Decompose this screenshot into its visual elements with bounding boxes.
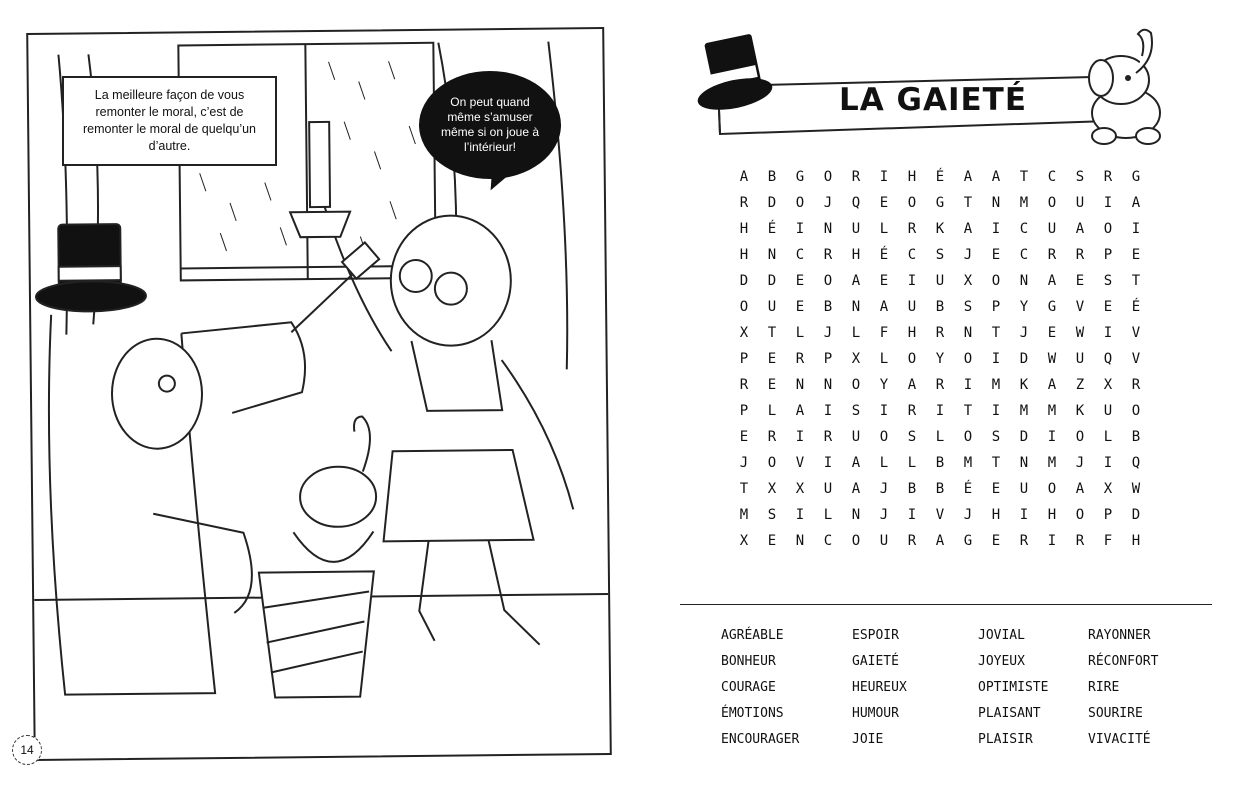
grid-letter: B	[767, 169, 777, 185]
grid-letter: X	[795, 481, 805, 497]
grid-letter: E	[991, 481, 1001, 497]
grid-letter: B	[935, 481, 945, 497]
grid-letter: B	[1131, 429, 1141, 445]
word-list-item: JOYEUX	[978, 654, 1025, 669]
grid-row	[730, 528, 1150, 554]
grid-letter: M	[1019, 195, 1029, 211]
grid-letter: J	[879, 507, 889, 523]
grid-letter: T	[739, 481, 749, 497]
grid-letter: J	[823, 195, 833, 211]
grid-letter: A	[935, 533, 945, 549]
grid-row	[730, 320, 1150, 346]
grid-letter: I	[879, 169, 889, 185]
grid-letter: A	[1075, 221, 1085, 237]
grid-letter: N	[1019, 273, 1029, 289]
grid-letter: E	[1047, 325, 1057, 341]
word-list-item: HUMOUR	[852, 706, 899, 721]
word-list-item: VIVACITÉ	[1088, 732, 1151, 747]
grid-letter: R	[907, 533, 917, 549]
grid-letter: G	[963, 533, 973, 549]
grid-letter: N	[823, 377, 833, 393]
elephant-toy-icon	[1076, 18, 1176, 148]
grid-letter: O	[879, 429, 889, 445]
grid-letter: G	[935, 195, 945, 211]
grid-letter: V	[1131, 325, 1141, 341]
grid-letter: O	[963, 429, 973, 445]
grid-letter: E	[767, 377, 777, 393]
grid-letter: S	[767, 507, 777, 523]
grid-letter: I	[991, 221, 1001, 237]
grid-letter: R	[907, 403, 917, 419]
grid-letter: P	[739, 403, 749, 419]
speech-bubble	[419, 71, 561, 179]
grid-letter: A	[795, 403, 805, 419]
grid-letter: J	[823, 325, 833, 341]
grid-letter: R	[767, 429, 777, 445]
grid-letter: R	[935, 325, 945, 341]
grid-row	[730, 398, 1150, 424]
grid-letter: L	[851, 325, 861, 341]
word-list-item: RÉCONFORT	[1088, 654, 1159, 669]
grid-letter: J	[1075, 455, 1085, 471]
grid-letter: C	[823, 533, 833, 549]
grid-letter: O	[823, 273, 833, 289]
grid-letter: U	[907, 299, 917, 315]
grid-letter: M	[739, 507, 749, 523]
grid-letter: D	[767, 273, 777, 289]
grid-letter: S	[1103, 273, 1113, 289]
grid-letter: I	[991, 351, 1001, 367]
grid-letter: I	[935, 403, 945, 419]
grid-letter: U	[823, 481, 833, 497]
grid-row	[730, 216, 1150, 242]
grid-letter: A	[1075, 481, 1085, 497]
page-number-text: 14	[20, 743, 34, 757]
grid-letter: Q	[1103, 351, 1113, 367]
word-list-item: OPTIMISTE	[978, 680, 1049, 695]
grid-letter: D	[1131, 507, 1141, 523]
word-search-grid	[730, 164, 1150, 554]
grid-letter: R	[1075, 247, 1085, 263]
grid-letter: N	[795, 533, 805, 549]
grid-letter: H	[739, 247, 749, 263]
top-hat-icon	[695, 30, 777, 120]
caption-text: La meilleure façon de vous remonter le moral, c’est de remonter le moral de quelqu’un d’autre.	[82, 88, 257, 153]
grid-row	[730, 346, 1150, 372]
grid-letter: M	[1047, 403, 1057, 419]
grid-letter: O	[907, 351, 917, 367]
grid-letter: E	[795, 299, 805, 315]
grid-letter: P	[823, 351, 833, 367]
grid-letter: I	[1019, 507, 1029, 523]
grid-letter: S	[1075, 169, 1085, 185]
grid-letter: O	[851, 377, 861, 393]
grid-letter: P	[1103, 507, 1113, 523]
grid-letter: E	[1131, 247, 1141, 263]
grid-letter: R	[1131, 377, 1141, 393]
grid-letter: L	[879, 351, 889, 367]
grid-letter: T	[767, 325, 777, 341]
grid-letter: I	[1103, 195, 1113, 211]
grid-letter: T	[1131, 273, 1141, 289]
grid-letter: I	[1131, 221, 1141, 237]
grid-letter: S	[907, 429, 917, 445]
grid-row	[730, 502, 1150, 528]
grid-letter: M	[1019, 403, 1029, 419]
grid-letter: N	[795, 377, 805, 393]
grid-row	[730, 294, 1150, 320]
grid-letter: K	[1019, 377, 1029, 393]
word-list-item: HEUREUX	[852, 680, 907, 695]
grid-letter: R	[1019, 533, 1029, 549]
grid-letter: K	[1075, 403, 1085, 419]
grid-letter: H	[991, 507, 1001, 523]
word-list-item: JOVIAL	[978, 628, 1025, 643]
grid-letter: K	[935, 221, 945, 237]
grid-letter: S	[851, 403, 861, 419]
grid-letter: L	[879, 221, 889, 237]
grid-letter: O	[823, 169, 833, 185]
grid-letter: É	[1131, 299, 1141, 315]
grid-letter: C	[1019, 247, 1029, 263]
word-list-item: PLAISIR	[978, 732, 1033, 747]
word-list-column	[721, 626, 852, 756]
word-list-item: SOURIRE	[1088, 706, 1143, 721]
grid-letter: M	[991, 377, 1001, 393]
grid-letter: T	[991, 325, 1001, 341]
grid-letter: A	[1047, 273, 1057, 289]
grid-letter: E	[879, 195, 889, 211]
grid-letter: J	[739, 455, 749, 471]
grid-letter: O	[991, 273, 1001, 289]
grid-letter: I	[907, 273, 917, 289]
grid-letter: I	[823, 455, 833, 471]
word-list-item: ESPOIR	[852, 628, 899, 643]
grid-letter: J	[963, 507, 973, 523]
word-list-column	[852, 626, 978, 756]
grid-letter: A	[851, 455, 861, 471]
grid-letter: A	[963, 221, 973, 237]
word-list-item: RAYONNER	[1088, 628, 1151, 643]
grid-letter: A	[1047, 377, 1057, 393]
grid-letter: O	[795, 195, 805, 211]
grid-letter: A	[851, 481, 861, 497]
grid-letter: I	[823, 403, 833, 419]
grid-letter: X	[851, 351, 861, 367]
grid-letter: S	[991, 429, 1001, 445]
grid-letter: X	[963, 273, 973, 289]
grid-row	[730, 190, 1150, 216]
grid-letter: P	[1103, 247, 1113, 263]
grid-letter: O	[1103, 221, 1113, 237]
grid-letter: R	[1075, 533, 1085, 549]
grid-letter: B	[907, 481, 917, 497]
grid-letter: E	[1103, 299, 1113, 315]
grid-letter: J	[963, 247, 973, 263]
grid-letter: I	[795, 221, 805, 237]
grid-letter: X	[767, 481, 777, 497]
grid-letter: U	[1075, 351, 1085, 367]
grid-row	[730, 476, 1150, 502]
grid-letter: A	[879, 299, 889, 315]
grid-letter: N	[823, 221, 833, 237]
grid-letter: Z	[1075, 377, 1085, 393]
grid-letter: N	[1019, 455, 1029, 471]
grid-letter: L	[879, 455, 889, 471]
grid-letter: L	[795, 325, 805, 341]
grid-letter: X	[1103, 481, 1113, 497]
grid-letter: C	[1019, 221, 1029, 237]
grid-letter: A	[851, 273, 861, 289]
grid-letter: P	[991, 299, 1001, 315]
grid-letter: W	[1047, 351, 1057, 367]
grid-letter: G	[1047, 299, 1057, 315]
grid-letter: D	[767, 195, 777, 211]
grid-letter: H	[851, 247, 861, 263]
grid-letter: C	[795, 247, 805, 263]
grid-letter: V	[1131, 351, 1141, 367]
grid-letter: B	[823, 299, 833, 315]
grid-letter: X	[1103, 377, 1113, 393]
grid-letter: D	[739, 273, 749, 289]
grid-letter: N	[767, 247, 777, 263]
grid-letter: A	[991, 169, 1001, 185]
word-list	[721, 626, 1188, 756]
divider-line	[680, 604, 1212, 605]
grid-letter: É	[935, 169, 945, 185]
grid-letter: Q	[1131, 455, 1141, 471]
grid-letter: T	[1019, 169, 1029, 185]
grid-letter: U	[935, 273, 945, 289]
grid-letter: X	[739, 325, 749, 341]
grid-letter: M	[963, 455, 973, 471]
grid-letter: H	[907, 169, 917, 185]
grid-row	[730, 268, 1150, 294]
grid-letter: N	[963, 325, 973, 341]
grid-letter: R	[851, 169, 861, 185]
word-list-item: RIRE	[1088, 680, 1120, 695]
grid-letter: N	[851, 299, 861, 315]
grid-letter: É	[767, 221, 777, 237]
grid-letter: J	[879, 481, 889, 497]
grid-letter: Q	[851, 195, 861, 211]
grid-letter: É	[879, 247, 889, 263]
grid-letter: E	[879, 273, 889, 289]
grid-letter: H	[1131, 533, 1141, 549]
word-list-item: JOIE	[852, 732, 884, 747]
grid-letter: T	[991, 455, 1001, 471]
grid-letter: É	[963, 481, 973, 497]
grid-letter: B	[935, 455, 945, 471]
grid-letter: S	[935, 247, 945, 263]
grid-letter: O	[739, 299, 749, 315]
grid-letter: E	[1075, 273, 1085, 289]
grid-letter: R	[935, 377, 945, 393]
word-list-item: BONHEUR	[721, 654, 776, 669]
grid-letter: J	[1019, 325, 1029, 341]
grid-letter: O	[851, 533, 861, 549]
grid-letter: E	[795, 273, 805, 289]
grid-letter: A	[963, 169, 973, 185]
grid-row	[730, 164, 1150, 190]
grid-letter: Y	[1019, 299, 1029, 315]
grid-letter: I	[1103, 325, 1113, 341]
grid-letter: T	[963, 195, 973, 211]
grid-letter: R	[823, 247, 833, 263]
grid-letter: Y	[879, 377, 889, 393]
word-list-column	[1088, 626, 1188, 756]
grid-letter: Y	[935, 351, 945, 367]
grid-letter: H	[907, 325, 917, 341]
grid-letter: A	[739, 169, 749, 185]
grid-letter: W	[1131, 481, 1141, 497]
grid-letter: A	[1131, 195, 1141, 211]
page-title: LA GAIETÉ	[838, 82, 1027, 118]
grid-letter: F	[1103, 533, 1113, 549]
grid-letter: X	[739, 533, 749, 549]
grid-letter: E	[767, 351, 777, 367]
grid-letter: E	[991, 533, 1001, 549]
speech-bubble-text: On peut quand même s’amuser même si on joue à l’intérieur!	[440, 95, 540, 154]
grid-letter: I	[795, 507, 805, 523]
grid-letter: U	[851, 221, 861, 237]
grid-letter: I	[1047, 533, 1057, 549]
grid-letter: O	[767, 455, 777, 471]
grid-letter: U	[1075, 195, 1085, 211]
grid-letter: R	[739, 195, 749, 211]
grid-letter: G	[795, 169, 805, 185]
grid-letter: I	[907, 507, 917, 523]
word-list-item: ENCOURAGER	[721, 732, 800, 747]
grid-letter: W	[1075, 325, 1085, 341]
word-list-item: PLAISANT	[978, 706, 1041, 721]
grid-letter: C	[1047, 169, 1057, 185]
page-number	[12, 735, 42, 765]
grid-letter: L	[823, 507, 833, 523]
grid-letter: G	[1131, 169, 1141, 185]
grid-letter: L	[1103, 429, 1113, 445]
grid-letter: O	[963, 351, 973, 367]
grid-letter: E	[767, 533, 777, 549]
grid-letter: D	[1019, 429, 1029, 445]
grid-row	[730, 424, 1150, 450]
grid-letter: U	[767, 299, 777, 315]
grid-letter: H	[1047, 507, 1057, 523]
grid-letter: E	[991, 247, 1001, 263]
grid-letter: V	[795, 455, 805, 471]
grid-letter: S	[963, 299, 973, 315]
grid-letter: U	[851, 429, 861, 445]
grid-letter: I	[1047, 429, 1057, 445]
grid-letter: A	[907, 377, 917, 393]
grid-letter: L	[907, 455, 917, 471]
grid-letter: R	[795, 351, 805, 367]
grid-row	[730, 372, 1150, 398]
grid-letter: I	[795, 429, 805, 445]
grid-letter: B	[935, 299, 945, 315]
word-list-item: ÉMOTIONS	[721, 706, 784, 721]
word-list-item: GAIETÉ	[852, 654, 899, 669]
grid-letter: D	[1019, 351, 1029, 367]
grid-letter: O	[1047, 195, 1057, 211]
grid-letter: C	[907, 247, 917, 263]
grid-letter: I	[963, 377, 973, 393]
grid-row	[730, 450, 1150, 476]
grid-letter: T	[963, 403, 973, 419]
grid-letter: U	[1019, 481, 1029, 497]
grid-letter: U	[1047, 221, 1057, 237]
grid-letter: I	[879, 403, 889, 419]
grid-letter: U	[879, 533, 889, 549]
grid-letter: F	[879, 325, 889, 341]
grid-letter: O	[1047, 481, 1057, 497]
grid-letter: R	[1047, 247, 1057, 263]
grid-letter: L	[767, 403, 777, 419]
grid-letter: V	[1075, 299, 1085, 315]
grid-letter: U	[1103, 403, 1113, 419]
grid-letter: M	[1047, 455, 1057, 471]
grid-letter: N	[991, 195, 1001, 211]
grid-letter: R	[1103, 169, 1113, 185]
grid-letter: N	[851, 507, 861, 523]
grid-letter: R	[907, 221, 917, 237]
grid-letter: L	[935, 429, 945, 445]
grid-letter: R	[823, 429, 833, 445]
grid-row	[730, 242, 1150, 268]
grid-letter: H	[739, 221, 749, 237]
grid-letter: O	[1075, 429, 1085, 445]
word-list-item: AGRÉABLE	[721, 628, 784, 643]
grid-letter: O	[1075, 507, 1085, 523]
word-list-item: COURAGE	[721, 680, 776, 695]
grid-letter: E	[739, 429, 749, 445]
caption-box	[62, 76, 277, 166]
word-list-column	[978, 626, 1088, 756]
grid-letter: R	[739, 377, 749, 393]
grid-letter: O	[907, 195, 917, 211]
grid-letter: P	[739, 351, 749, 367]
grid-letter: V	[935, 507, 945, 523]
grid-letter: I	[1103, 455, 1113, 471]
grid-letter: I	[991, 403, 1001, 419]
grid-letter: O	[1131, 403, 1141, 419]
